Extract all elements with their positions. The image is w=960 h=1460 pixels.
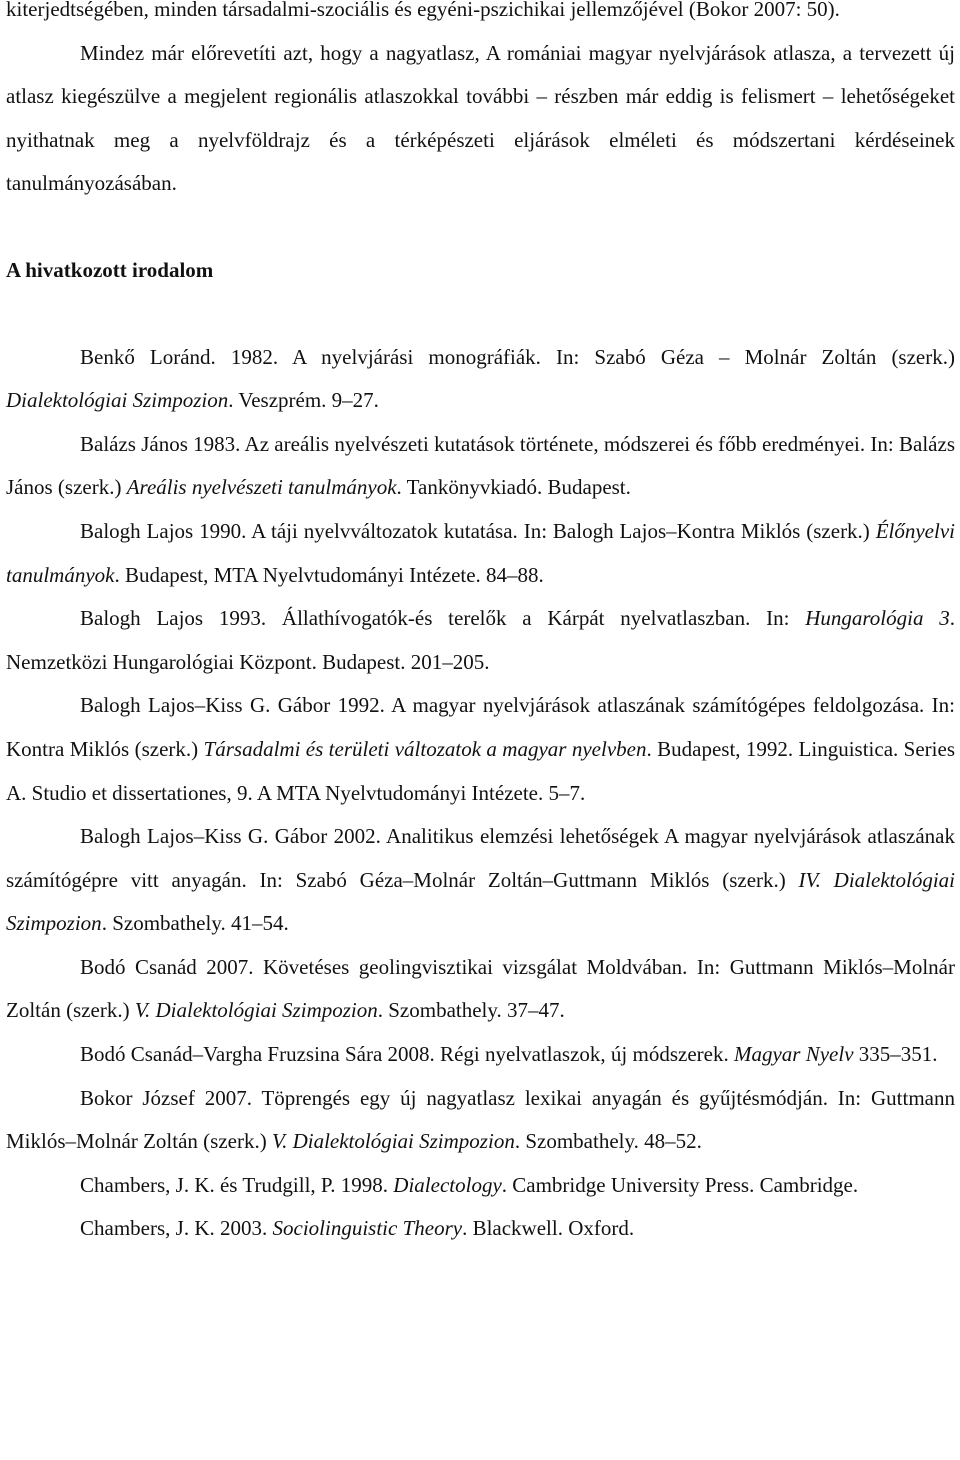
reference-item: Bodó Csanád 2007. Követéses geolingvisztikai vizsgálat Moldvában. In: Guttmann Miklós–Molnár Zoltán (szerk.) V. Dialektológiai Szimpozion. Szombathely. 37–47. bbox=[6, 954, 955, 1023]
reference-item: Balogh Lajos 1993. Állathívogatók-és terelők a Kárpát nyelvatlaszban. In: Hungarológia 3. Nemzetközi Hungarológiai Központ. Budapest. 201–205. bbox=[6, 606, 955, 674]
reference-title: Dialektológiai Szimpozion bbox=[6, 388, 229, 413]
reference-title: Dialectology bbox=[393, 1172, 502, 1197]
reference-title: V. Dialektológiai Szimpozion bbox=[271, 1129, 515, 1154]
references-heading: A hivatkozott irodalom bbox=[6, 257, 214, 282]
reference-title: V. Dialektológiai Szimpozion bbox=[134, 998, 378, 1023]
reference-item: Chambers, J. K. és Trudgill, P. 1998. Dialectology. Cambridge University Press. Cambridge. bbox=[80, 1172, 859, 1197]
reference-item: Balogh Lajos 1990. A táji nyelvváltozatok kutatása. In: Balogh Lajos–Kontra Miklós (szerk.) Élőnyelvi tanulmányok. Budapest, MTA Nyelvtudományi Intézete. 84–88. bbox=[6, 518, 955, 587]
reference-item: Bokor József 2007. Töprengés egy új nagyatlasz lexikai anyagán és gyűjtésmódján. In: Guttmann Miklós–Molnár Zoltán (szerk.) V. Dialektológiai Szimpozion. Szombathely. 48–52. bbox=[6, 1085, 955, 1154]
reference-item: Bodó Csanád–Vargha Fruzsina Sára 2008. Régi nyelvatlaszok, új módszerek. Magyar Nyelv 335–351. bbox=[80, 1042, 938, 1067]
reference-title: Társadalmi és területi változatok a magyar nyelvben bbox=[203, 736, 647, 761]
reference-item: Balogh Lajos–Kiss G. Gábor 1992. A magyar nyelvjárások atlaszának számítógépes feldolgozása. In: Kontra Miklós (szerk.) Társadalmi és területi változatok a magyar nyelvben. Budapest, 1992. Linguistica. Series A. Studio et dissertationes, 9. A MTA Nyelvtudományi Intézete. 5–7. bbox=[6, 693, 955, 805]
reference-title: IV. Dialektológiai Szimpozion bbox=[6, 867, 955, 936]
reference-title: Areális nyelvészeti tanulmányok bbox=[126, 475, 397, 500]
reference-title: Hungarológia 3 bbox=[805, 606, 950, 631]
reference-title: Magyar Nyelv bbox=[733, 1042, 854, 1067]
reference-title: Élőnyelvi tanulmányok bbox=[6, 518, 955, 587]
reference-list bbox=[6, 336, 955, 1251]
reference-item: Chambers, J. K. 2003. Sociolinguistic Theory. Blackwell. Oxford. bbox=[80, 1216, 635, 1241]
body-paragraph-continued: kiterjedtségében, minden társadalmi-szociális és egyéni-pszichikai jellemzőjével (Bokor 2007: 50). bbox=[6, 0, 840, 21]
reference-item: Balázs János 1983. Az areális nyelvészeti kutatások története, módszerei és főbb eredményei. In: Balázs János (szerk.) Areális nyelvészeti tanulmányok. Tankönyvkiadó. Budapest. bbox=[6, 431, 955, 500]
reference-item: Benkő Loránd. 1982. A nyelvjárási monográfiák. In: Szabó Géza – Molnár Zoltán (szerk.) Dialektológiai Szimpozion. Veszprém. 9–27. bbox=[6, 344, 955, 413]
body-paragraph: Mindez már előrevetíti azt, hogy a nagyatlasz, A romániai magyar nyelvjárások atlasza, a tervezett új atlasz kiegészülve a megjelent regionális atlaszokkal további – részben már eddig is felismert – lehetőségeket nyithatnak meg a nyelvföldrajz és a térképészeti eljárások elméleti és módszertani kérdéseinek tanulmányozásában. bbox=[6, 40, 955, 196]
reference-item: Balogh Lajos–Kiss G. Gábor 2002. Analitikus elemzési lehetőségek A magyar nyelvjárások atlaszának számítógépre vitt anyagán. In: Szabó Géza–Molnár Zoltán–Guttmann Miklós (szerk.) IV. Dialektológiai Szimpozion. Szombathely. 41–54. bbox=[6, 824, 955, 936]
reference-title: Sociolinguistic Theory bbox=[272, 1216, 463, 1241]
